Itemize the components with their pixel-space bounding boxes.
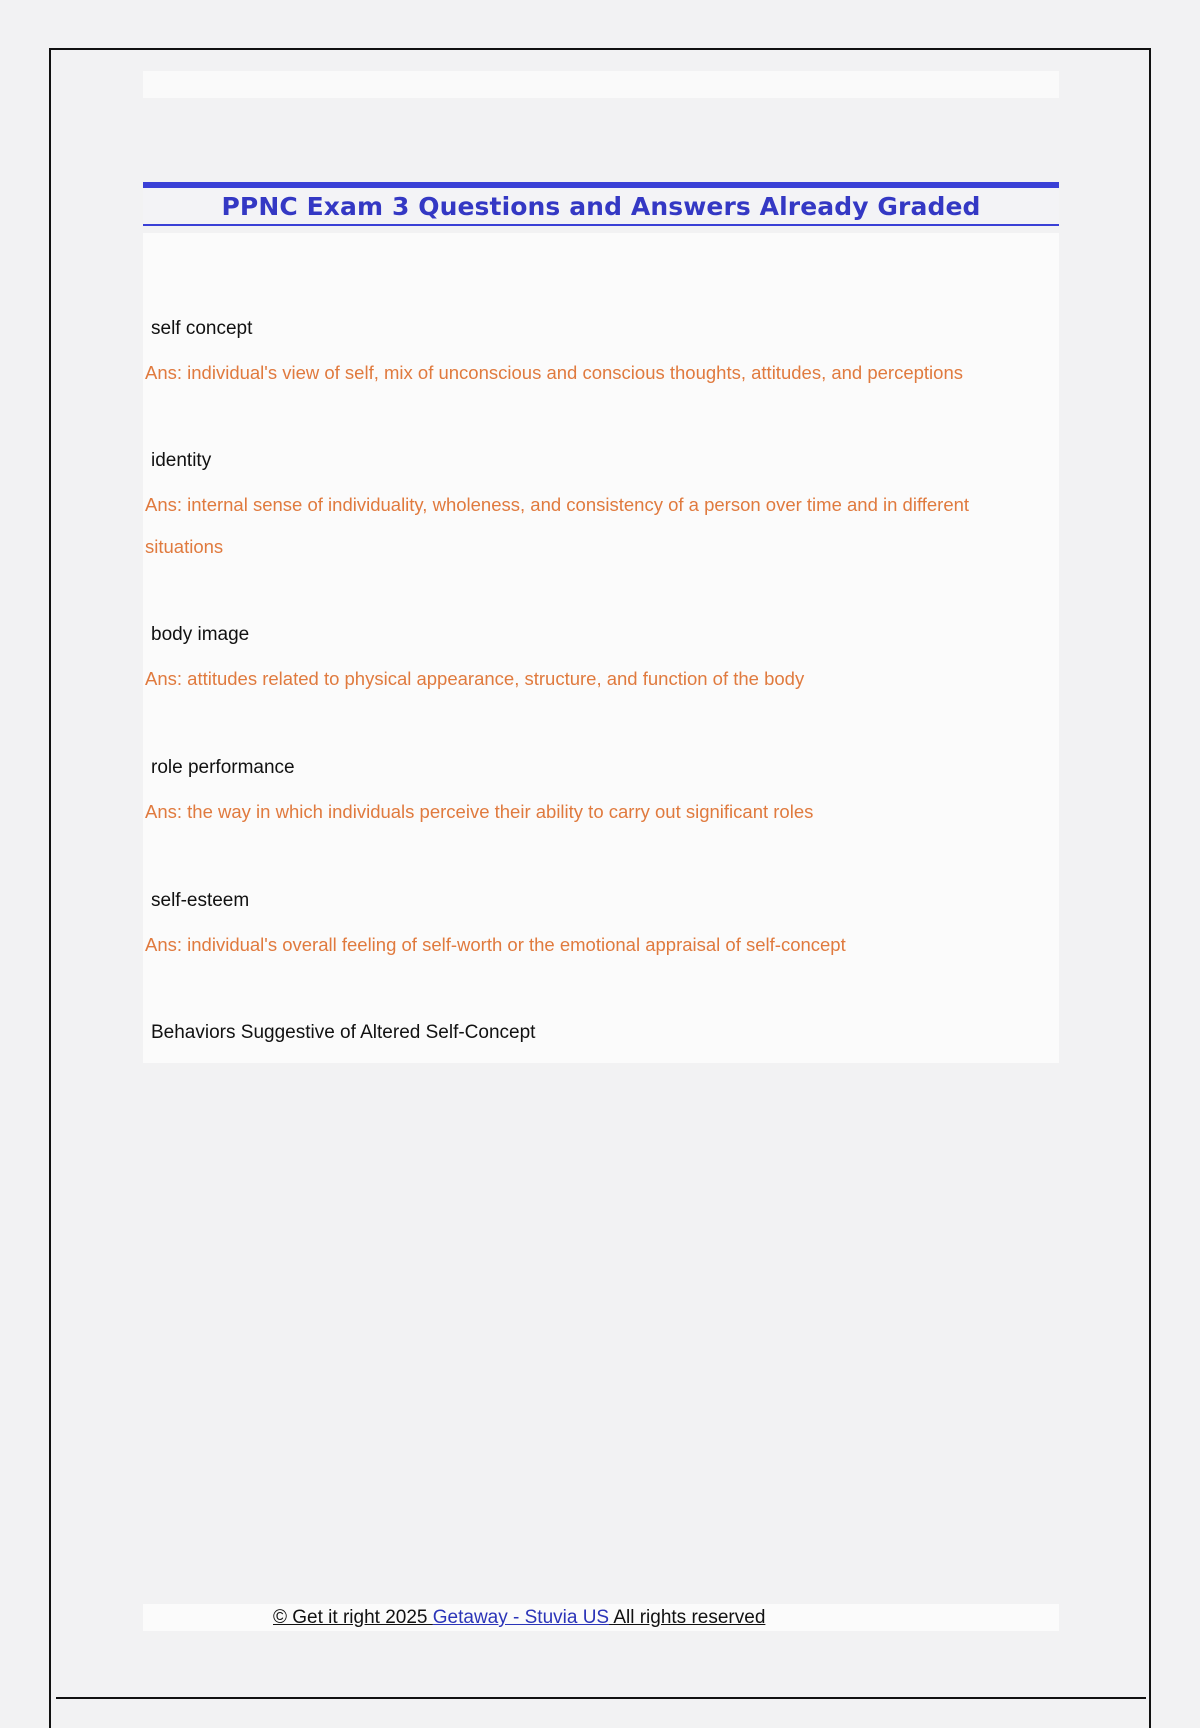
question-role-performance: role performance [151, 757, 295, 778]
answer-role-performance: Ans: the way in which individuals perceive their ability to carry out significant roles [145, 801, 814, 822]
question-self-esteem: self-esteem [151, 890, 250, 911]
question-body-image: body image [151, 624, 250, 645]
footer-suffix: All rights reserved [609, 1607, 766, 1628]
document-title: PPNC Exam 3 Questions and Answers Already Graded [221, 191, 981, 221]
header-strip [143, 71, 1059, 98]
question-self-concept: self concept [151, 318, 253, 339]
footer-link[interactable]: Getaway - Stuvia US [432, 1607, 610, 1628]
question-altered-self-concept: Behaviors Suggestive of Altered Self-Concept [151, 1022, 536, 1043]
title-bar [143, 182, 1059, 226]
page-bottom-rule [56, 1697, 1146, 1699]
footer-copyright [273, 1604, 765, 1631]
answer-self-esteem: Ans: individual's overall feeling of self-worth or the emotional appraisal of self-concept [145, 934, 846, 955]
answer-self-concept: Ans: individual's view of self, mix of unconscious and conscious thoughts, attitudes, and perceptions [145, 362, 963, 383]
question-identity: identity [151, 450, 212, 471]
footer-prefix: © Get it right 2025 [273, 1607, 433, 1628]
answer-body-image: Ans: attitudes related to physical appearance, structure, and function of the body [145, 668, 805, 689]
answer-identity: Ans: internal sense of individuality, wholeness, and consistency of a person over time and in different situations [145, 494, 970, 557]
